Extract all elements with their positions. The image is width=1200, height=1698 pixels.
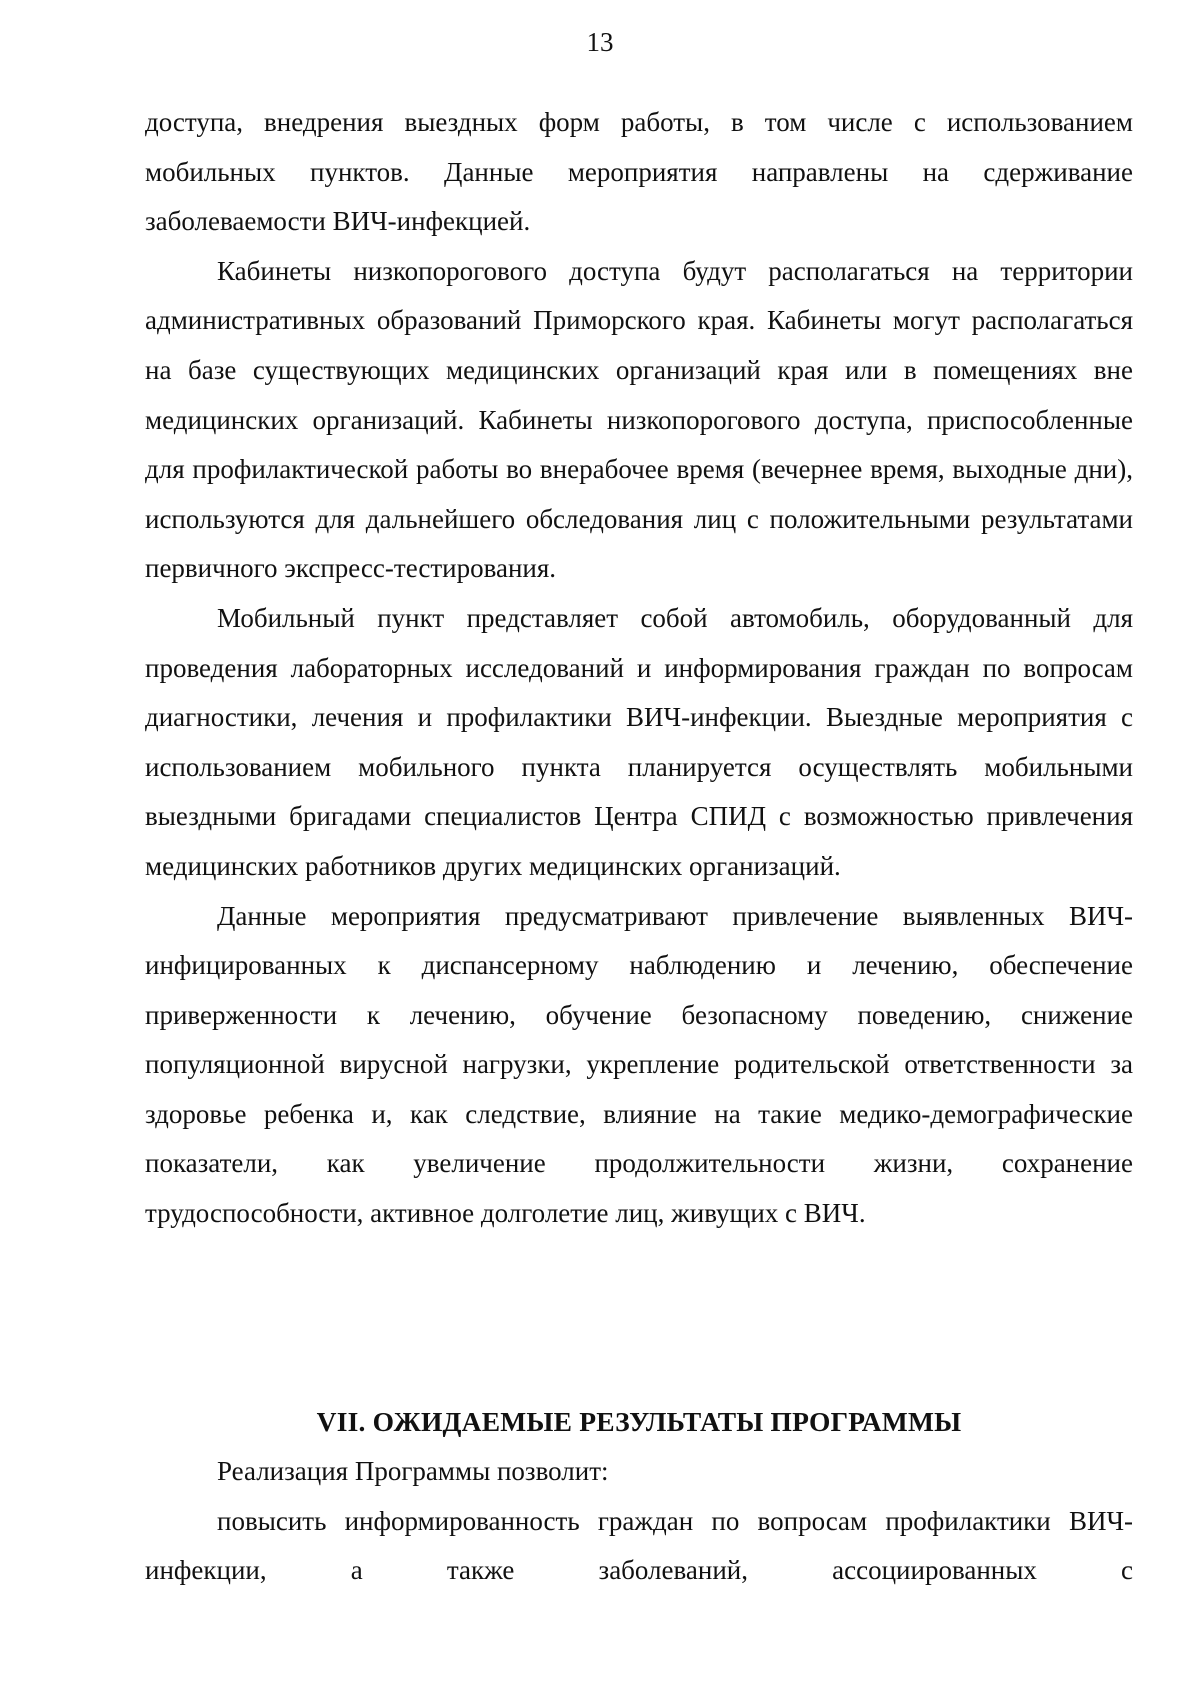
page-number: 13	[586, 27, 614, 57]
paragraph-low-threshold-offices: Кабинеты низкопорогового доступа будут располагаться на территории административных образований Приморского края. Кабинеты могут располагаться на базе существующих медицинских организаций края или в помещениях вне медицинских организаций. Кабинеты низкопорогового доступа, приспособленные для профилактической работы во внерабочее время (вечернее время, выходные дни), используются для дальнейшего обследования лиц с положительными результатами первичного экспресс-тестирования.	[145, 255, 1133, 584]
paragraph-raise-awareness: повысить информированность граждан по вопросам профилактики ВИЧ-инфекции, а также заболеваний, ассоциированных с	[145, 1505, 1133, 1586]
body-text	[145, 98, 1133, 1239]
paragraph-measures-outcomes: Данные мероприятия предусматривают привлечение выявленных ВИЧ-инфицированных к диспансерному наблюдению и лечению, обеспечение приверженности к лечению, обучение безопасному поведению, снижение популяционной вирусной нагрузки, укрепление родительской ответственности за здоровье ребенка и, как следствие, влияние на такие медико-демографические показатели, как увеличение продолжительности жизни, сохранение трудоспособности, активное долголетие лиц, живущих с ВИЧ.	[145, 900, 1133, 1229]
section-body-text	[145, 1447, 1133, 1596]
paragraph-continuation: доступа, внедрения выездных форм работы, в том числе с использованием мобильных пунктов. Данные мероприятия направлены на сдерживание заболеваемости ВИЧ-инфекцией.	[145, 107, 1133, 237]
paragraph-program-will-allow: Реализация Программы позволит:	[217, 1456, 609, 1486]
paragraph-mobile-unit: Мобильный пункт представляет собой автомобиль, оборудованный для проведения лабораторных исследований и информирования граждан по вопросам диагностики, лечения и профилактики ВИЧ-инфекции. Выездные мероприятия с использованием мобильного пункта планируется осуществлять мобильными выездными бригадами специалистов Центра СПИД с возможностью привлечения медицинских работников других медицинских организаций.	[145, 602, 1133, 881]
section-heading: VII. ОЖИДАЕМЫЕ РЕЗУЛЬТАТЫ ПРОГРАММЫ	[316, 1406, 962, 1437]
